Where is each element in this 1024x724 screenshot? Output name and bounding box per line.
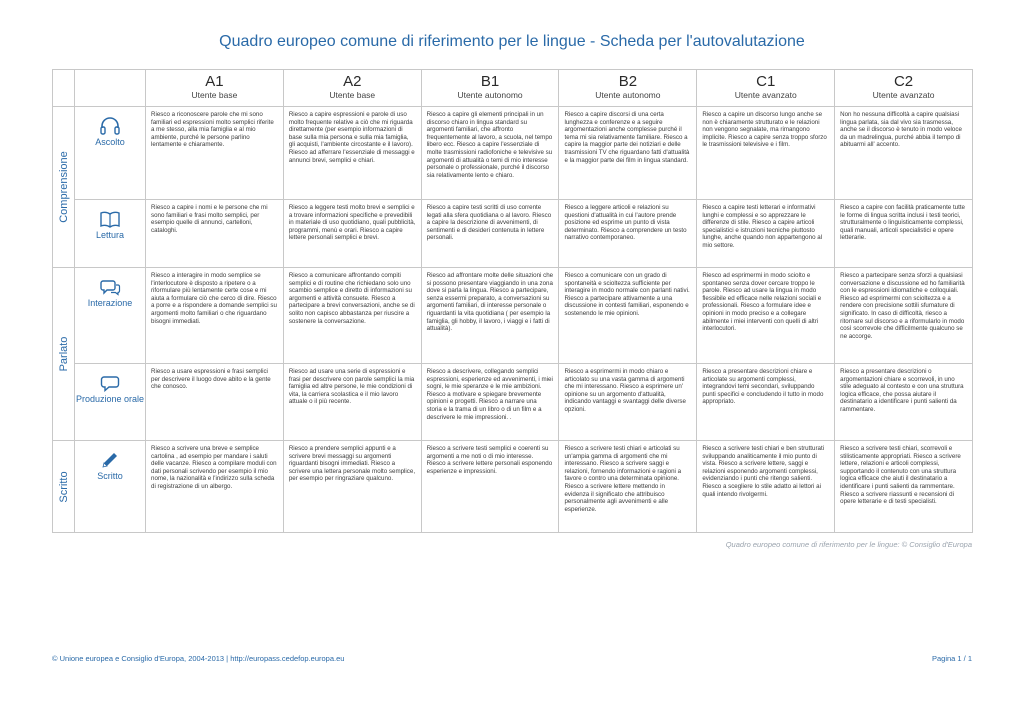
level-code: B1 [480,73,500,90]
level-name: Utente base [191,90,238,100]
descriptor-cell: Riesco ad esprimermi in modo sciolto e spontaneo senza dover cercare troppo le parole. Riesco ad usare la lingua in modo flessibile ed efficace nelle relazioni sociali e professionali. Riesco a formulare idee e opinioni in modo preciso e a collegare abilmente i miei interventi con quelli di altri interlocutori. [697,268,835,364]
descriptor-cell: Riesco a scrivere testi chiari e articolati su un'ampia gamma di argomenti che mi interessano. Riesco a scrivere saggi e relazioni, fornendo informazioni e ragioni a favore o contro una determinata opinione. Riesco a scrivere lettere mettendo in evidenza il significato che attribuisco personalmente agli avvenimenti e alle esperienze. [559,441,697,533]
descriptor-cell: Riesco a capire espressioni e parole di uso molto frequente relative a ciò che mi riguarda direttamente (per esempio informazioni di base sulla mia persona e sulla mia famiglia, gli acquisti, l'ambiente circostante e il lavoro). Riesco ad afferrare l'essenziale di messaggi e annunci brevi, semplici e chiari. [283,107,421,200]
page-title: Quadro europeo comune di riferimento per le lingue - Scheda per l'autovalutazione [219,33,805,50]
level-header-c2 [835,70,973,107]
level-code: B2 [618,73,638,90]
section-label: Parlato [57,336,70,372]
page-number: Pagina 1 / 1 [931,654,972,663]
level-name: Utente autonomo [457,90,523,100]
section-parlato [53,268,75,441]
skill-interazione [75,268,146,364]
row-produzione-orale [53,364,973,441]
descriptor-cell: Riesco a scrivere testi semplici e coerenti su argomenti a me noti o di mio interesse. Riesco a scrivere lettere personali esponendo esperienze e impressioni. [421,441,559,533]
descriptor-cell: Riesco a leggere articoli e relazioni su questioni d'attualità in cui l'autore prende posizione ed esprime un punto di vista determinato. Riesco a comprendere un testo narrativo contemporaneo. [559,200,697,268]
level-header-a1 [146,70,284,107]
descriptor-cell: Riesco a capire gli elementi principali in un discorso chiaro in lingua standard su argomenti familiari, che affronto frequentemente al lavoro, a scuola, nel tempo libero ecc. Riesco a capire l'essenziale di molte trasmissioni radiofoniche e televisive su argomenti di attualità o temi di mio interesse personale o professionale, purché il discorso sia relativamente lento e chiaro. [421,107,559,200]
skill-label: Interazione [87,298,133,308]
descriptor-cell: Riesco a partecipare senza sforzi a qualsiasi conversazione e discussione ed ho familiarità con le espressioni idiomatiche e colloquiali. Riesco ad esprimermi con scioltezza e a rendere con precisione sottili sfumature di significato. In caso di difficoltà, riesco a ritornare sul discorso e a riformularlo in modo così scorrevole che difficilmente qualcuno se ne accorge. [835,268,973,364]
descriptor-cell: Riesco a presentare descrizioni o argomentazioni chiare e scorrevoli, in uno stile adeguato al contesto e con una struttura logica efficace, che possa aiutare il destinatario a identificare i punti salienti da rammentare. [835,364,973,441]
descriptor-cell: Riesco a esprimermi in modo chiaro e articolato su una vasta gamma di argomenti che mi interessano. Riesco a esprimere un' opinione su un argomento d'attualità, indicando vantaggi e svantaggi delle diverse opzioni. [559,364,697,441]
descriptor-cell: Riesco a capire discorsi di una certa lunghezza e conferenze e a seguire argomentazioni anche complesse purché il tema mi sia relativamente familiare. Riesco a capire la maggior parte dei notiziari e delle trasmissioni TV che riguardano fatti d'attualità e la maggior parte dei film in lingua standard. [559,107,697,200]
skill-label: Lettura [95,230,125,240]
self-assessment-grid [52,69,973,533]
book-icon [99,210,121,228]
row-ascolto [53,107,973,200]
skill-label: Scritto [97,471,123,481]
level-name: Utente autonomo [595,90,661,100]
descriptor-cell: Riesco a capire i nomi e le persone che mi sono familiari e frasi molto semplici, per esempio quelle di annunci, cartelloni, cataloghi. [146,200,284,268]
descriptor-cell: Riesco a capire con facilità praticamente tutte le forme di lingua scritta inclusi i testi teorici, strutturalmente o linguisticamente complessi, quali manuali, articoli specialistici e opere letterarie. [835,200,973,268]
speech-bubble-icon [99,374,121,392]
level-code: C1 [756,73,776,90]
row-interazione [53,268,973,364]
level-header-b2 [559,70,697,107]
descriptor-cell: Riesco a presentare descrizioni chiare e articolate su argomenti complessi, integrandovi temi secondari, sviluppando punti specifici e concludendo il tutto in modo appropriato. [697,364,835,441]
section-comprensione [53,107,75,268]
row-lettura [53,200,973,268]
skill-lettura [75,200,146,268]
descriptor-cell: Riesco a interagire in modo semplice se l'interlocutore è disposto a ripetere o a riformulare più lentamente certe cose e mi aiuta a formulare ciò che cerco di dire. Riesco a porre e a rispondere a domande semplici su argomenti molto familiari o che riguardano bisogni immediati. [146,268,284,364]
skill-produzione-orale [75,364,146,441]
descriptor-cell: Riesco a prendere semplici appunti e a scrivere brevi messaggi su argomenti riguardanti bisogni immediati. Riesco a scrivere una lettera personale molto semplice, per esempio per ringraziare qualcuno. [283,441,421,533]
descriptor-cell: Riesco a leggere testi molto brevi e semplici e a trovare informazioni specifiche e prevedibili in materiale di uso quotidiano, quali pubblicità, programmi, menù e orari. Riesco a capire lettere personali semplici e brevi. [283,200,421,268]
descriptor-cell: Riesco a riconoscere parole che mi sono familiari ed espressioni molto semplici riferite a me stesso, alla mia famiglia e al mio ambiente, purché le persone parlino lentamente e chiaramente. [146,107,284,200]
descriptor-cell: Riesco a capire testi scritti di uso corrente legati alla sfera quotidiana o al lavoro. Riesco a capire la descrizione di avvenimenti, di sentimenti e di desideri contenuta in lettere personali. [421,200,559,268]
level-name: Utente avanzato [872,90,935,100]
level-name: Utente base [329,90,376,100]
descriptor-cell: Riesco a descrivere, collegando semplici espressioni, esperienze ed avvenimenti, i miei sogni, le mie speranze e le mie ambizioni. Riesco a motivare e spiegare brevemente opinioni e progetti. Riesco a narrare una storia e la trama di un libro o di un film e a descrivere le mie impressioni. . [421,364,559,441]
level-code: A2 [343,73,362,90]
level-header-a2 [283,70,421,107]
skill-ascolto [75,107,146,200]
skill-label: Ascolto [95,137,125,147]
descriptor-cell: Riesco a usare espressioni e frasi semplici per descrivere il luogo dove abito e la gente che conosco. [146,364,284,441]
level-header-c1 [697,70,835,107]
footer-copyright: © Unione europea e Consiglio d'Europa, 2004-2013 | http://europass.cedefop.europa.eu [52,654,345,663]
descriptor-cell: Riesco a scrivere una breve e semplice cartolina , ad esempio per mandare i saluti delle vacanze. Riesco a compilare moduli con dati personali scrivendo per esempio il mio nome, la nazionalità e l'indirizzo sulla scheda di registrazione di un albergo. [146,441,284,533]
level-header-row [53,70,973,107]
descriptor-cell: Riesco a comunicare con un grado di spontaneità e scioltezza sufficiente per interagire in modo normale con parlanti nativi. Riesco a partecipare attivamente a una discussione in contesti familiari, esponendo e sostenendo le mie opinioni. [559,268,697,364]
headphones-icon [99,117,121,135]
descriptor-cell: Riesco a capire un discorso lungo anche se non è chiaramente strutturato e le relazioni non vengono segnalate, ma rimangono implicite. Riesco a capire senza troppo sforzo le trasmissioni televisive e i film. [697,107,835,200]
header-corner [75,70,146,107]
descriptor-cell: Riesco a scrivere testi chiari e ben strutturati sviluppando analiticamente il mio punto di vista. Riesco a scrivere lettere, saggi e relazioni esponendo argomenti complessi, evidenziando i punti che ritengo salienti. Riesco a scegliere lo stile adatto ai lettori ai quali intendo rivolgermi. [697,441,835,533]
descriptor-cell: Riesco ad usare una serie di espressioni e frasi per descrivere con parole semplici la mia famiglia ed altre persone, le mie condizioni di vita, la carriera scolastica e il mio lavoro attuale o il più recente. [283,364,421,441]
row-scritto [53,441,973,533]
descriptor-cell: Non ho nessuna difficoltà a capire qualsiasi lingua parlata, sia dal vivo sia trasmessa, anche se il discorso è tenuto in modo veloce da un madrelingua, purché abbia il tempo di abituarmi all' accento. [835,107,973,200]
descriptor-cell: Riesco a scrivere testi chiari, scorrevoli e stilisticamente appropriati. Riesco a scrivere lettere, relazioni e articoli complessi, supportando il contenuto con una struttura logica efficace che aiuti il destinatario a identificare i punti salienti da rammentare. Riesco a scrivere riassunti e recensioni di opere letterarie e di testi specialisti. [835,441,973,533]
pencil-icon [99,451,121,469]
section-label: Scritto [57,470,70,503]
descriptor-cell: Riesco a comunicare affrontando compiti semplici e di routine che richiedano solo uno scambio semplice e diretto di informazioni su argomenti e attività consuete. Riesco a partecipare a brevi conversazioni, anche se di solito non capisco abbastanza per riuscire a sostenere la conversazione. [283,268,421,364]
level-code: A1 [205,73,224,90]
skill-scritto [75,441,146,533]
descriptor-cell: Riesco ad affrontare molte delle situazioni che si possono presentare viaggiando in una zona dove si parla la lingua. Riesco a partecipare, senza essermi preparato, a conversazioni su argomenti familiari, di interesse personale o riguardanti la vita quotidiana ( per esempio la famiglia, gli hobby, il lavoro, i viaggi e i fatti di attualità). [421,268,559,364]
speech-bubbles-icon [99,278,121,296]
descriptor-cell: Riesco a capire testi letterari e informativi lunghi e complessi e so apprezzare le differenze di stile. Riesco a capire articoli specialistici e istruzioni tecniche piuttosto lunghe, anche quando non appartengono al mio settore. [697,200,835,268]
section-scritto [53,441,75,533]
skill-label: Produzione orale [75,394,145,404]
section-label: Comprensione [57,151,70,223]
level-name: Utente avanzato [734,90,797,100]
copyright-credit: Quadro europeo comune di riferimento per le lingue: © Consiglio d'Europa [725,540,972,549]
level-code: C2 [893,73,914,90]
header-corner [53,70,75,107]
level-header-b1 [421,70,559,107]
